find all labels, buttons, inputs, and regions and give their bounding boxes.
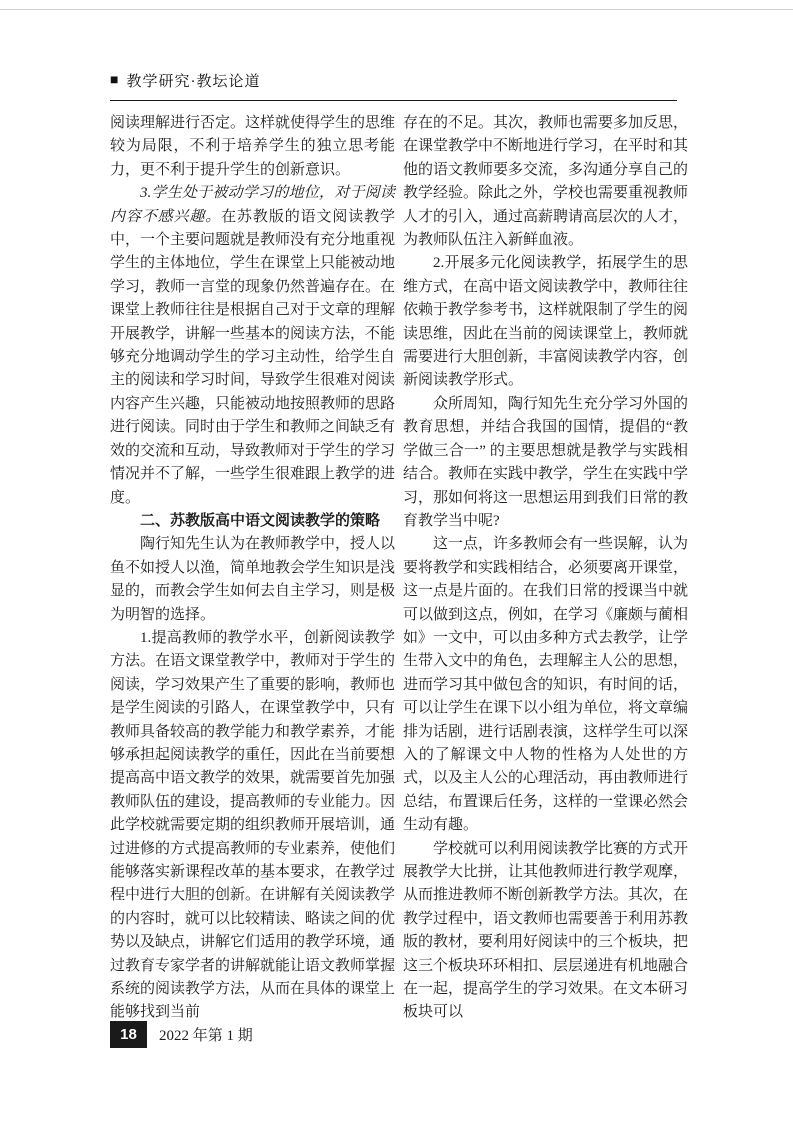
article-body xyxy=(110,112,688,1025)
paragraph-body-text: 在苏教版的语文阅读教学中，一个主要问题就是教师没有充分地重视学生的主体地位，学生在课堂上只能被动地学习，教师一言堂的现象仍然普遍存在。在课堂上教师往往是根据自己对于文章的理解开展教学，讲解一些基本的阅读方法，不能够充分地调动学生的学习主动性，给学生自主的阅读和学习时间，导致学生很难对阅读内容产生兴趣，只能被动地按照教师的思路进行阅读。同时由于学生和教师之间缺乏有效的交流和互动，导致教师对于学生的学习情况并不了解，一些学生很难跟上教学的进度。 xyxy=(110,208,396,506)
paragraph-point-3 xyxy=(110,182,395,510)
kaiti-lead-text: 3.学生处于被动学习的地位，对于阅读内容不感兴趣。 xyxy=(110,185,395,225)
scan-artifact-line xyxy=(0,9,793,10)
page-header xyxy=(110,70,260,91)
paragraph-continuation: 存在的不足。其次，教师也需要多加反思，在课堂教学中不断地进行学习，在平时和其他的语文教师要多交流，多沟通分享自己的教学经验。除此之外，学校也需要重视教师人才的引入，通过高薪聘请高层次的人才，为教师队伍注入新鲜血液。 xyxy=(403,115,689,249)
issue-label: 2022 年第 1 期 xyxy=(159,1028,253,1044)
section-heading: 二、苏教版高中语文阅读教学的策略 xyxy=(140,512,381,529)
paragraph-competition: 学校就可以利用阅读教学比赛的方式开展教学大比拼，让其他教师进行教学观摩，从而推进教师不断创新教学方法。其次，在教学过程中，语文教师也需要善于利用苏教版的教材，要利用好阅读中的三个板块，把这三个板块环环相扣、层层递进有机地融合在一起，提高学生的学习效果。在文本研习板块可以 xyxy=(403,840,689,1021)
paragraph-strategy-2: 2.开展多元化阅读教学，拓展学生的思维方式，在高中语文阅读教学中，教师往往依赖于教学参考书，这样就限制了学生的阅读思维，因此在当前的阅读课堂上，教师就需要进行大胆创新，丰富阅读教学内容，创新阅读教学形式。 xyxy=(403,255,689,389)
right-column xyxy=(403,112,688,1025)
header-divider xyxy=(110,100,677,101)
page-number-badge: 18 xyxy=(110,1021,147,1048)
paragraph-continuation: 阅读理解进行否定。这样就使得学生的思维较为局限，不利于培养学生的独立思考能力，更不利于提升学生的创新意识。 xyxy=(110,115,396,178)
section-marker-icon: ■ xyxy=(110,72,120,88)
paragraph-teaching-practice: 众所周知，陶行知先生充分学习外国的教育思想，并结合我国的国情，提倡的“教学做三合一” 的主要思想就是教学与实践相结合。教师在实践中教学，学生在实践中学习，那如何将这一思想运用到我们日常的教育教学当中呢? xyxy=(403,395,689,529)
left-column xyxy=(110,112,395,1025)
paragraph-misunderstanding: 这一点，许多教师会有一些误解，认为要将教学和实践相结合，必须要离开课堂，这一点是片面的。在我们日常的授课当中就可以做到这点，例如，在学习《廉颇与蔺相如》一文中，可以由多种方式去教学，让学生带入文中的角色，去理解主人公的思想，进而学习其中做包含的知识，有时间的话，可以让学生在课下以小组为单位，将文章编排为话剧，进行话剧表演，这样学生可以深入的了解课文中人物的性格为人处世的方式，以及主人公的心理活动，再由教师进行总结，布置课后任务，这样的一堂课必然会生动有趣。 xyxy=(403,536,689,834)
section-title: 教学研究·教坛论道 xyxy=(126,74,261,90)
paragraph-strategy-1: 1.提高教师的教学水平，创新阅读教学方法。在语文课堂教学中，教师对于学生的阅读，学习效果产生了重要的影响，教师也是学生阅读的引路人，在课堂教学中，只有教师具备较高的教学能力和教学素养，才能够承担起阅读教学的重任，因此在当前要想提高高中语文教学的效果，就需要首先加强教师队伍的建设，提高教师的专业能力。因此学校就需要定期的组织教师开展培训，通过进修的方式提高教师的专业素养，使他们能够落实新课程改革的基本要求，在教学过程中进行大胆的创新。在讲解有关阅读教学的内容时，就可以比较精读、略读之间的优势以及缺点，讲解它们适用的教学环境，通过教育专家学者的讲解就能让语文教师掌握系统的阅读教学方法，从而在具体的课堂上能够找到当前 xyxy=(110,629,396,1021)
page-footer xyxy=(110,1021,253,1048)
paragraph-tao-xingzhi: 陶行知先生认为在教师教学中，授人以鱼不如授人以渔，简单地教会学生知识是浅显的，而教会学生如何去自主学习，则是极为明智的选择。 xyxy=(110,536,396,623)
